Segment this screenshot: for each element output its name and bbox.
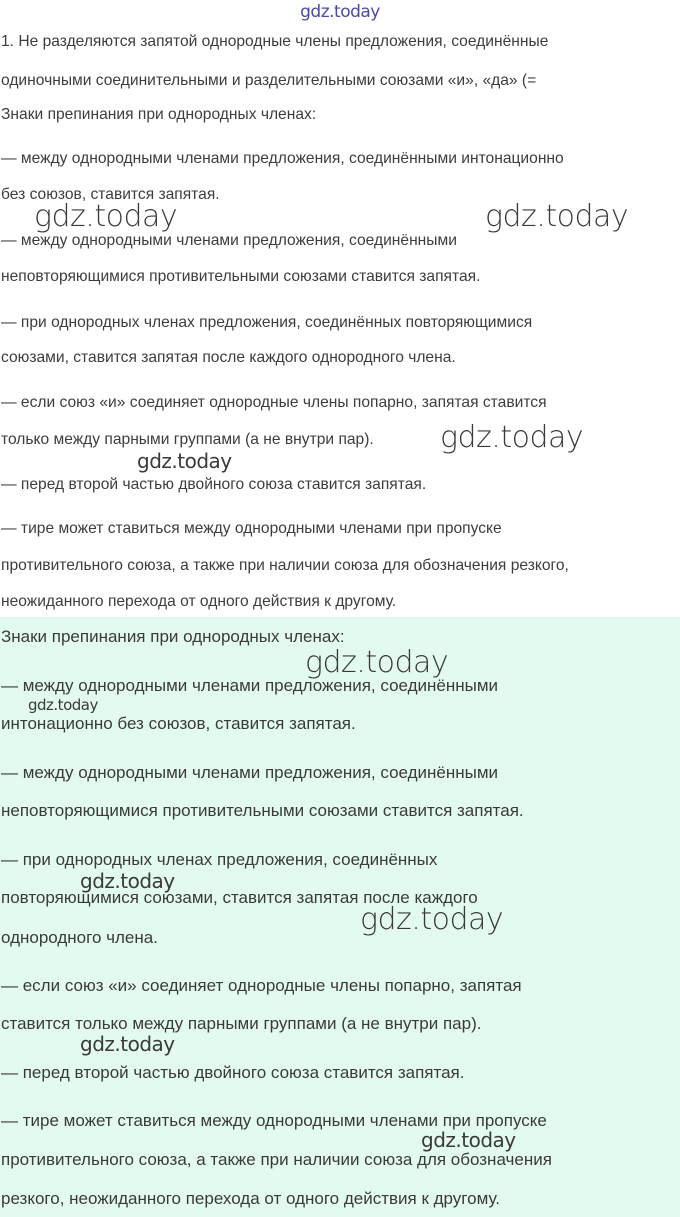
task-text-block [0,30,680,617]
task-line: Знаки препинания при однородных членах: [1,106,317,123]
answer-line: — если союз «и» соединяет однородные члены попарно, запятая [1,976,522,995]
task-line: без союзов, ставится запятая. [1,186,220,203]
task-line: — если союз «и» соединяет однородные члены попарно, запятая ставится [1,394,547,411]
task-line: — между однородными членами предложения, соединёнными интонационно [1,150,564,167]
answer-line: противительного союза, а также при наличии союза для обозначения [1,1150,552,1169]
task-line: — между однородными членами предложения, соединёнными [1,232,457,249]
task-line: неожиданного перехода от одного действия к другому. [1,593,397,610]
answer-line: — тире может ставиться между однородными членами при пропуске [1,1111,547,1130]
site-header [0,0,680,28]
watermark: gdz.today [28,696,98,714]
task-line: одиночными соединительными и разделительными союзами «и», «да» (= [1,72,537,89]
answer-line: — между однородными членами предложения, соединёнными [1,763,499,782]
task-line: 1. Не разделяются запятой однородные члены предложения, соединённые [1,33,549,50]
answer-line: интонационно без союзов, ставится запятая. [1,714,356,733]
task-line: союзами, ставится запятая после каждого однородного члена. [1,349,456,366]
task-line: — тире может ставиться между однородными членами при пропуске [1,520,502,537]
task-line: противительного союза, а также при наличии союза для обозначения резкого, [1,557,569,574]
task-line: — перед второй частью двойного союза ставится запятая. [1,476,427,493]
watermark: gdz.today [80,1032,175,1056]
watermark: gdz.today [421,1128,516,1152]
watermark: gdz.today [360,902,504,937]
task-line: — при однородных членах предложения, соединённых повторяющимися [1,314,533,331]
answer-line: Знаки препинания при однородных членах: [1,627,345,646]
answer-text-block [0,617,680,1217]
answer-line: резкого, неожиданного перехода от одного действия к другому. [1,1189,500,1208]
watermark: gdz.today [80,869,175,893]
answer-line: неповторяющимися противительными союзами ставится запятая. [1,801,524,820]
task-line: только между парными группами (а не внутри пар). [1,431,374,448]
watermark: gdz.today [34,199,178,234]
watermark: gdz.today [485,199,629,234]
watermark: gdz.today [305,645,449,680]
answer-line: ставится только между парными группами (а не внутри пар). [1,1014,482,1033]
answer-line: однородного члена. [1,928,158,947]
task-line: неповторяющимися противительными союзами ставится запятая. [1,268,481,285]
answer-line: — между однородными членами предложения, соединёнными [1,676,499,695]
answer-line: — перед второй частью двойного союза ставится запятая. [1,1063,465,1082]
watermark: gdz.today [137,449,232,473]
answer-line: повторяющимися союзами, ставится запятая после каждого [1,888,478,907]
site-logo-link[interactable]: gdz.today [300,2,380,22]
watermark: gdz.today [440,420,584,455]
answer-line: — при однородных членах предложения, соединённых [1,850,438,869]
